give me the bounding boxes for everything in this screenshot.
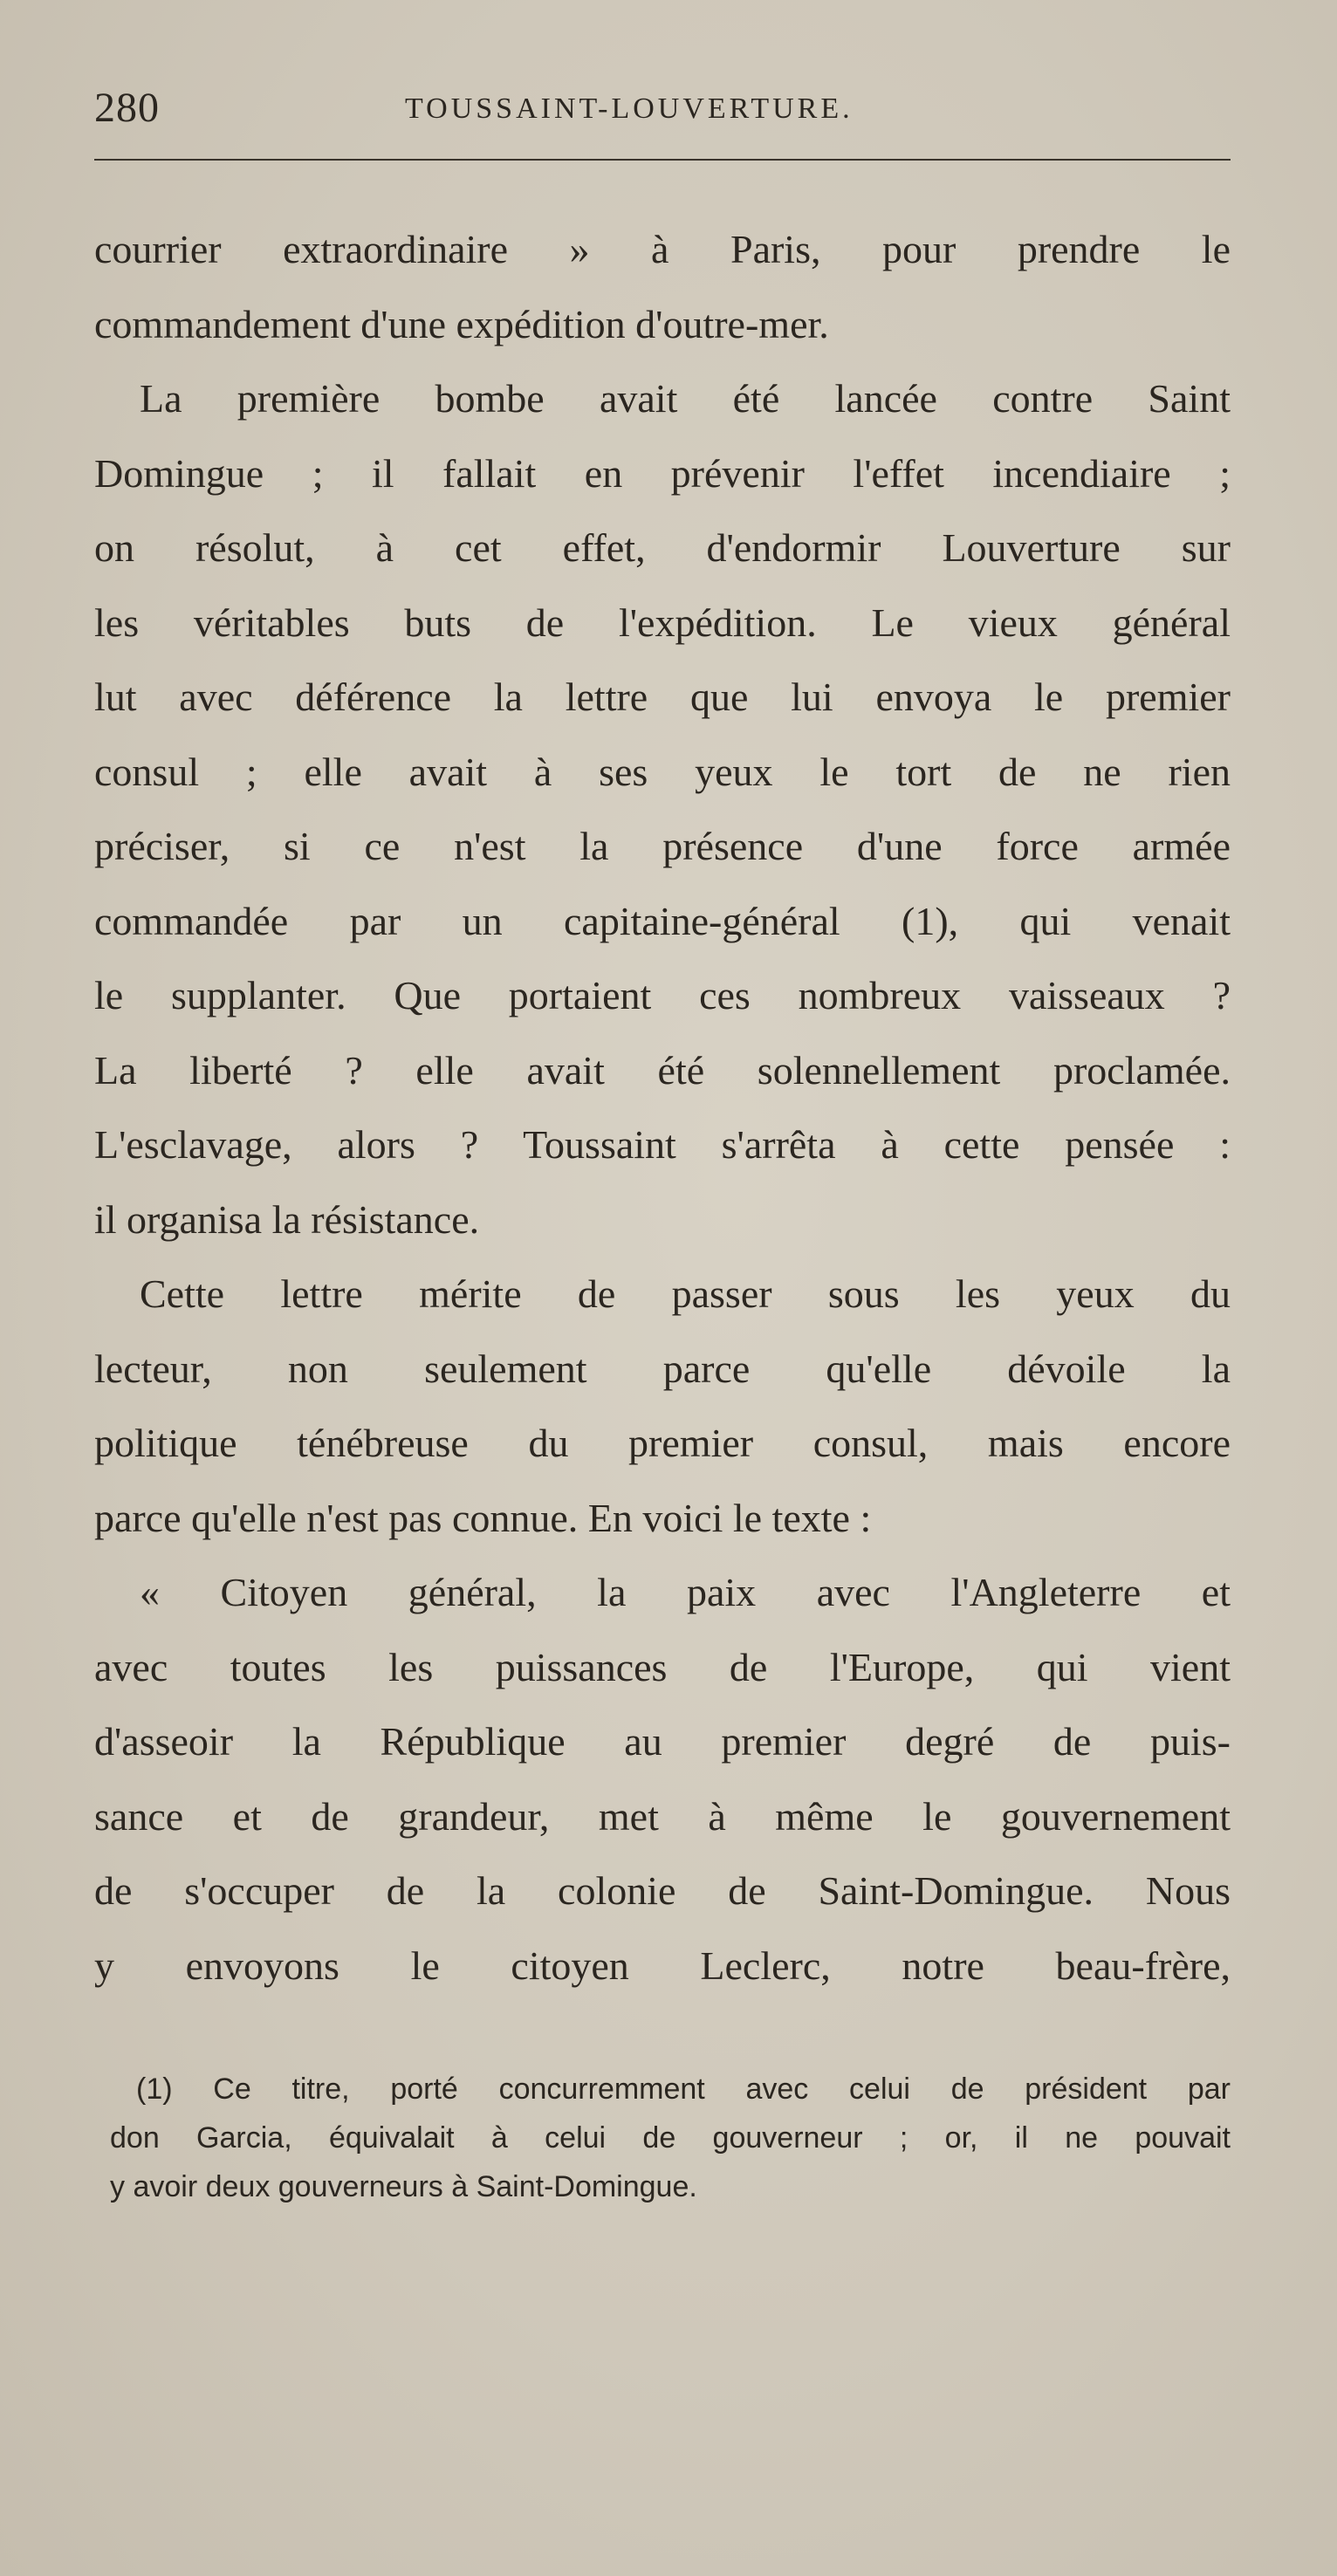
- body-line: de s'occuper de la colonie de Saint-Domingue. Nous: [94, 1868, 1231, 1913]
- running-title: TOUSSAINT-LOUVERTURE.: [405, 92, 854, 125]
- body-line: Cette lettre mérite de passer sous les yeux du: [140, 1271, 1231, 1316]
- body-line: L'esclavage, alors ? Toussaint s'arrêta à cette pensée :: [94, 1122, 1231, 1167]
- body-line: politique ténébreuse du premier consul, mais encore: [94, 1421, 1231, 1465]
- body-line: commandée par un capitaine-général (1), qui venait: [94, 898, 1231, 943]
- body-line: La première bombe avait été lancée contre Saint: [140, 376, 1231, 421]
- running-head: [94, 84, 1231, 136]
- body-line: y envoyons le citoyen Leclerc, notre beau-frère,: [94, 1942, 1231, 1988]
- body-line: il organisa la résistance.: [94, 1196, 480, 1242]
- body-line: lecteur, non seulement parce qu'elle dévoile la: [94, 1346, 1231, 1391]
- body-line: commandement d'une expédition d'outre-mer.: [94, 301, 829, 346]
- page-number: 280: [94, 85, 160, 131]
- footnote-line: (1) Ce titre, porté concurremment avec celui de président par: [136, 2072, 1231, 2106]
- header-rule: [94, 159, 1231, 161]
- body-line: Domingue ; il fallait en prévenir l'effet incendiaire ;: [94, 450, 1231, 496]
- body-line: courrier extraordinaire » à Paris, pour prendre le: [94, 227, 1231, 271]
- body-line: « Citoyen général, la paix avec l'Angleterre et: [140, 1570, 1231, 1614]
- body-line: lut avec déférence la lettre que lui envoya le premier: [94, 675, 1231, 719]
- body-line: préciser, si ce n'est la présence d'une force armée: [94, 824, 1231, 868]
- body-text: [94, 212, 1231, 2003]
- body-line: avec toutes les puissances de l'Europe, qui vient: [94, 1644, 1231, 1689]
- footnote-line: don Garcia, équivalait à celui de gouverneur ; or, il ne pouvait: [110, 2121, 1231, 2155]
- body-line: d'asseoir la République au premier degré de puis-: [94, 1719, 1231, 1764]
- body-line: parce qu'elle n'est pas connue. En voici le texte :: [94, 1495, 872, 1540]
- body-line: le supplanter. Que portaient ces nombreux vaisseaux ?: [94, 973, 1231, 1017]
- body-line: sance et de grandeur, met à même le gouvernement: [94, 1793, 1231, 1839]
- body-line: on résolut, à cet effet, d'endormir Louverture sur: [94, 525, 1231, 570]
- footnote-line: y avoir deux gouverneurs à Saint-Domingue.: [110, 2170, 697, 2203]
- body-line: La liberté ? elle avait été solennellement proclamée.: [94, 1047, 1231, 1093]
- footnotes: [110, 2065, 1231, 2211]
- body-line: consul ; elle avait à ses yeux le tort de ne rien: [94, 749, 1231, 794]
- body-line: les véritables buts de l'expédition. Le vieux général: [94, 599, 1231, 645]
